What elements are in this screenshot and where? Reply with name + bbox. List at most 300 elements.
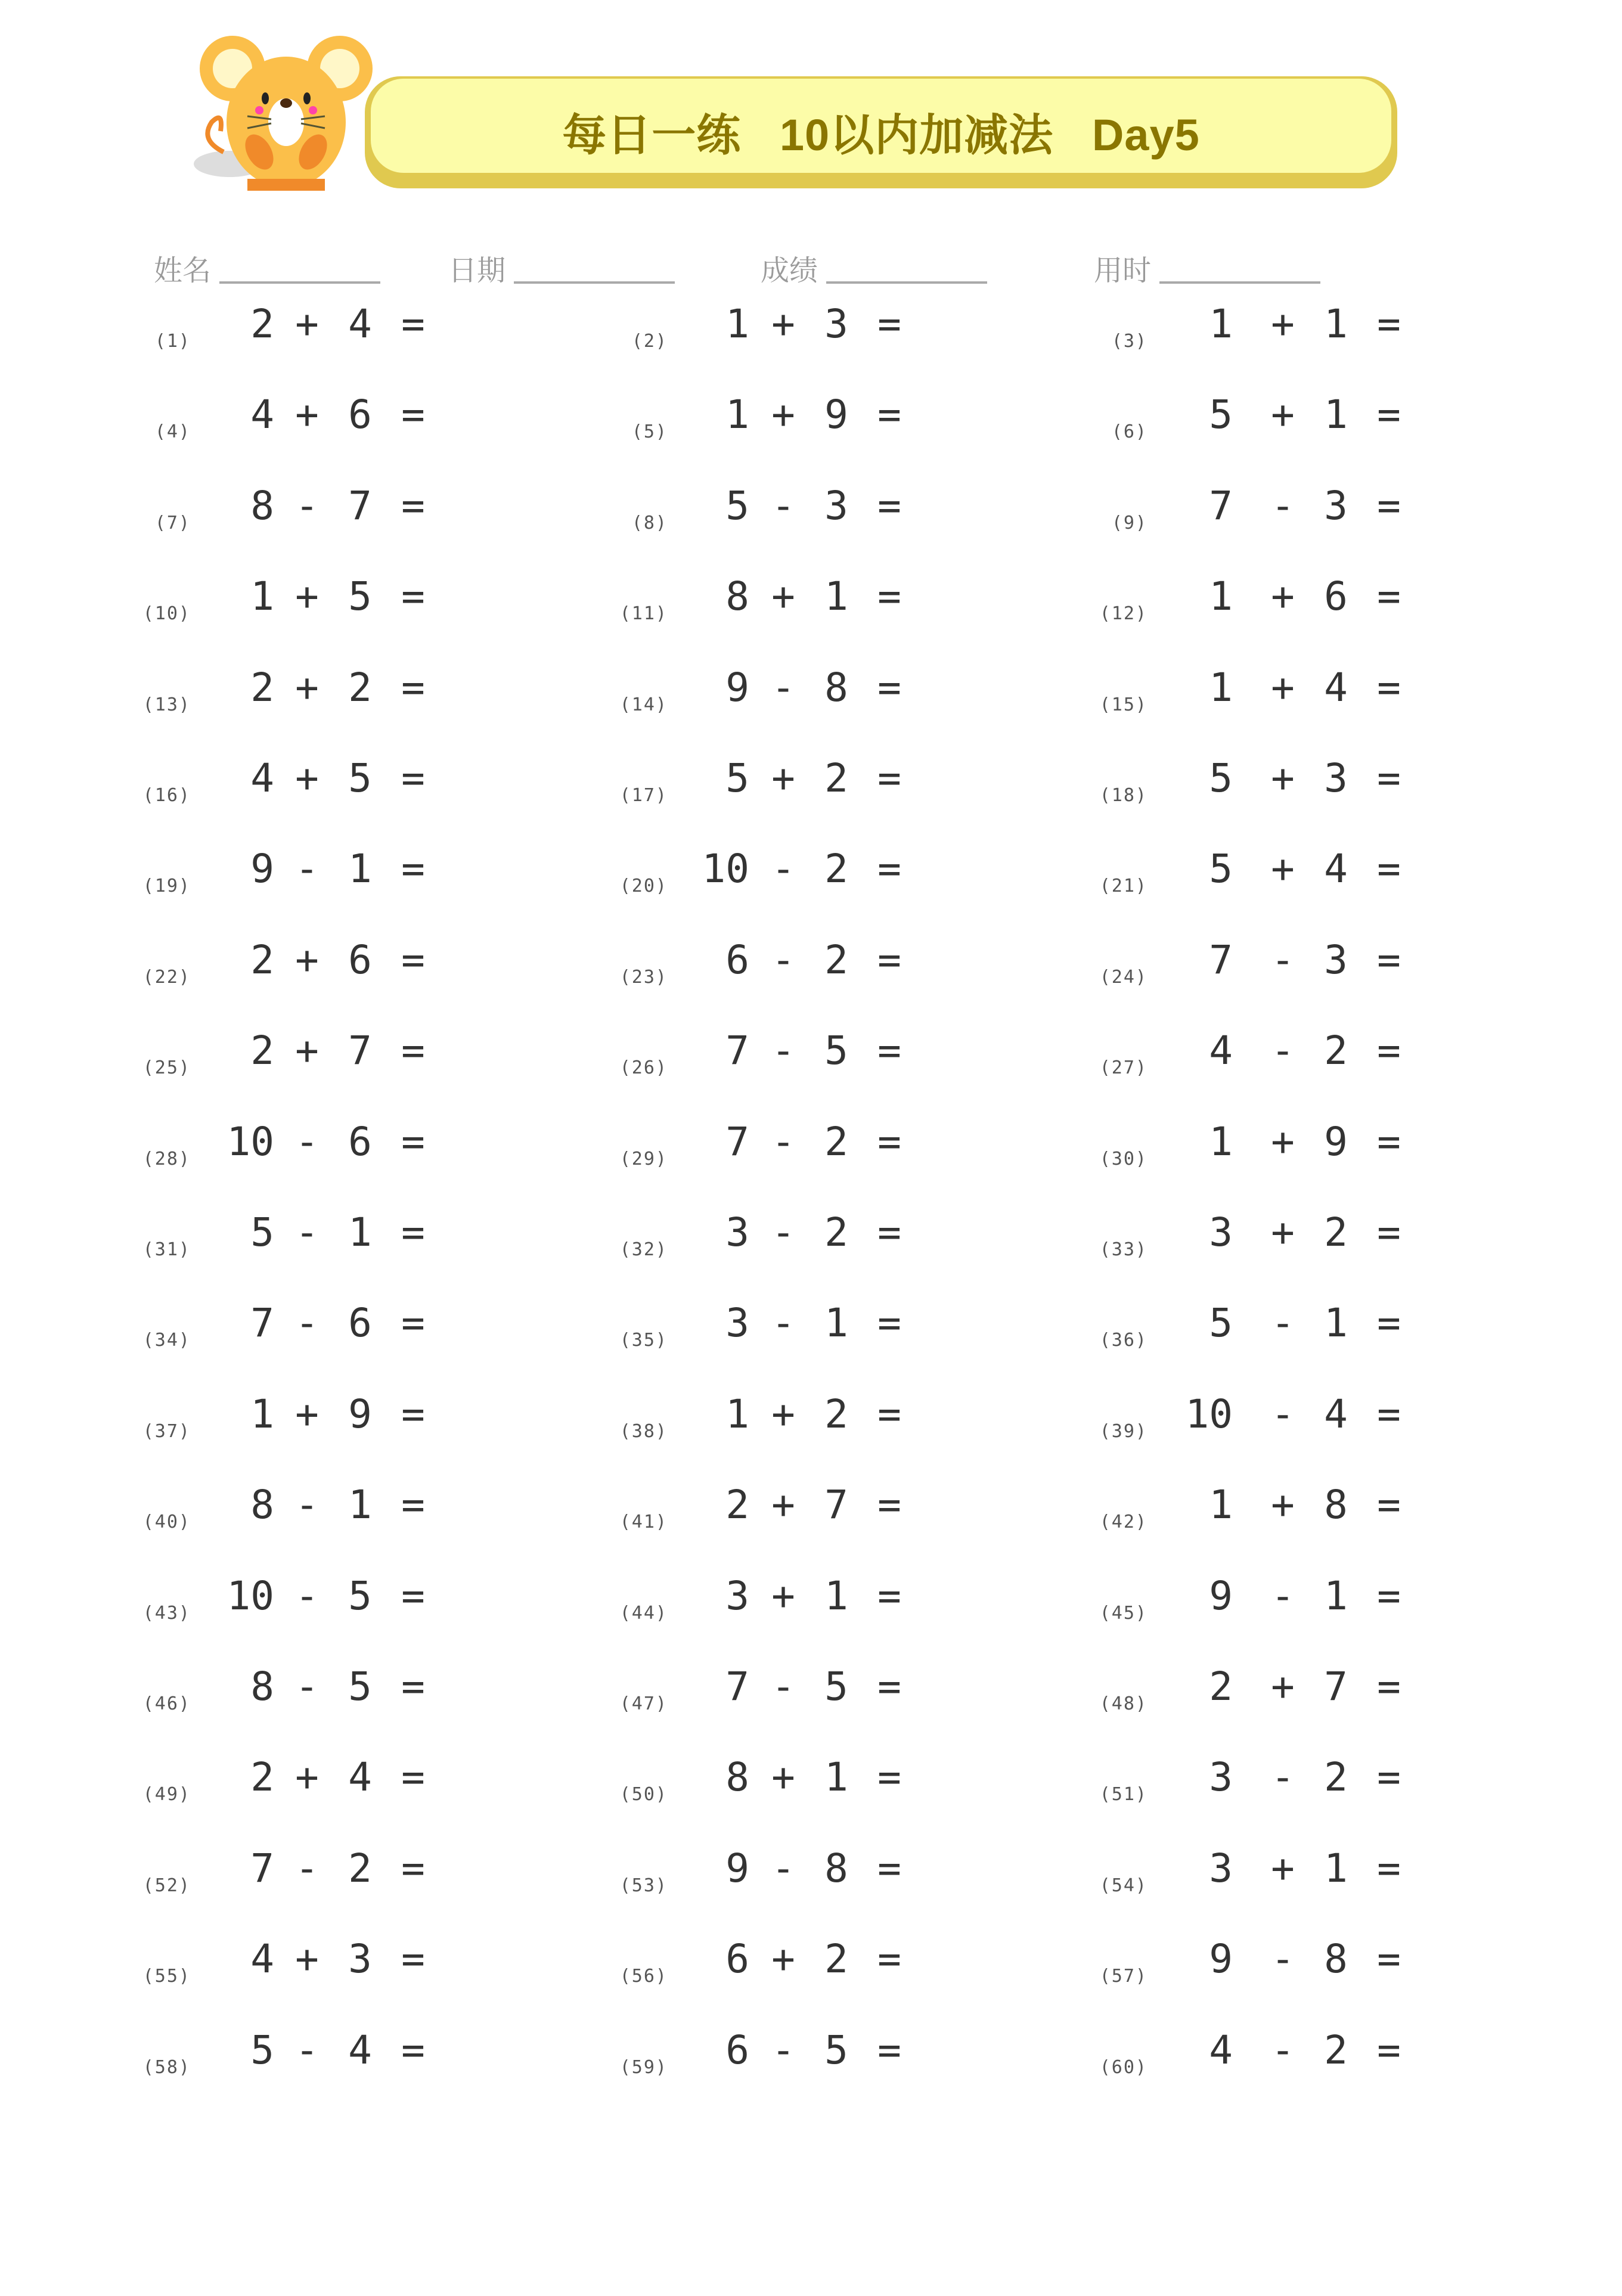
equals-sign: =	[877, 664, 901, 710]
problem-item[interactable]	[131, 392, 608, 451]
operand-b: 1	[1324, 1572, 1348, 1619]
equals-sign: =	[1377, 1664, 1401, 1709]
operator: +	[771, 1572, 795, 1619]
problem-number: (54)	[1099, 1875, 1148, 1896]
problem-item[interactable]	[1088, 1028, 1565, 1087]
operand-b: 8	[824, 664, 848, 710]
operand-a: 6	[725, 936, 749, 983]
operand-a: 3	[1209, 1209, 1233, 1255]
problem-item[interactable]	[608, 1754, 1085, 1814]
equals-sign: =	[401, 1209, 425, 1255]
problem-number: (36)	[1099, 1330, 1148, 1351]
problem-item[interactable]	[131, 1664, 608, 1723]
operand-b: 6	[1324, 573, 1348, 620]
operator: -	[295, 1209, 319, 1255]
problem-number: (55)	[142, 1966, 191, 1987]
problem-number: (48)	[1099, 1693, 1148, 1714]
operand-a: 8	[725, 573, 749, 620]
operand-b: 5	[824, 1028, 848, 1074]
equals-sign: =	[1377, 1936, 1401, 1982]
problem-number: (5)	[631, 421, 668, 443]
problem-number: (17)	[619, 785, 668, 806]
operand-b: 1	[348, 1482, 372, 1528]
problem-item[interactable]	[1088, 1482, 1565, 1541]
problem-item[interactable]	[1088, 483, 1565, 542]
problem-number: (60)	[1099, 2056, 1148, 2078]
operand-a: 5	[1209, 392, 1233, 438]
problem-number: (14)	[619, 694, 668, 715]
operand-a: 7	[725, 1664, 749, 1709]
operand-a: 5	[725, 755, 749, 801]
problem-item[interactable]	[608, 2027, 1085, 2087]
operand-b: 4	[1324, 664, 1348, 710]
operand-a: 7	[1209, 936, 1233, 983]
operand-b: 9	[824, 392, 848, 438]
equals-sign: =	[401, 1754, 425, 1801]
problem-item[interactable]	[1088, 755, 1565, 815]
problem-number: (44)	[619, 1602, 668, 1624]
problem-number: (51)	[1099, 1784, 1148, 1805]
operator: +	[295, 1754, 319, 1801]
problem-number: (1)	[154, 331, 191, 352]
equals-sign: =	[1377, 664, 1401, 710]
operand-b: 2	[348, 1845, 372, 1891]
operator: -	[771, 1028, 795, 1074]
operand-a: 9	[250, 846, 274, 892]
operand-b: 4	[1324, 1391, 1348, 1437]
problem-item[interactable]	[1088, 573, 1565, 633]
operand-a: 10	[227, 1572, 274, 1619]
operator: +	[1271, 755, 1295, 801]
operand-a: 1	[250, 573, 274, 620]
equals-sign: =	[1377, 1482, 1401, 1528]
operator: -	[1271, 1028, 1295, 1074]
operand-a: 8	[250, 1482, 274, 1528]
operator: +	[1271, 846, 1295, 892]
operand-a: 5	[250, 2027, 274, 2073]
operand-a: 9	[1209, 1936, 1233, 1982]
problem-number: (49)	[142, 1784, 191, 1805]
operand-a: 7	[1209, 482, 1233, 529]
operand-b: 2	[824, 936, 848, 983]
operand-a: 3	[725, 1572, 749, 1619]
problem-number: (46)	[142, 1693, 191, 1714]
problem-number: (30)	[1099, 1148, 1148, 1169]
operator: -	[771, 846, 795, 892]
equals-sign: =	[877, 392, 901, 438]
operand-b: 6	[348, 1300, 372, 1346]
equals-sign: =	[877, 1845, 901, 1891]
operand-a: 1	[725, 392, 749, 438]
operator: -	[1271, 482, 1295, 529]
equals-sign: =	[1377, 1391, 1401, 1437]
operator: -	[771, 664, 795, 710]
problem-number: (9)	[1111, 512, 1148, 533]
operator: -	[295, 1664, 319, 1709]
time-field[interactable]	[1094, 247, 1320, 288]
operator: -	[1271, 1300, 1295, 1346]
operand-b: 1	[1324, 1845, 1348, 1891]
equals-sign: =	[1377, 1572, 1401, 1619]
problem-item[interactable]	[608, 1936, 1085, 1996]
operator: -	[295, 846, 319, 892]
operator: +	[1271, 392, 1295, 438]
problem-item[interactable]	[131, 1391, 608, 1451]
problem-number: (6)	[1111, 421, 1148, 443]
operand-a: 1	[1209, 301, 1233, 347]
problem-number: (39)	[1099, 1420, 1148, 1442]
page-title: 每日一练 10以内加减法 Day5	[562, 110, 1200, 160]
operator: +	[1271, 1845, 1295, 1891]
problem-number: (26)	[619, 1057, 668, 1079]
problem-number: (35)	[619, 1330, 668, 1351]
equals-sign: =	[877, 936, 901, 983]
problem-number: (23)	[619, 966, 668, 988]
operand-a: 3	[1209, 1754, 1233, 1801]
equals-sign: =	[877, 846, 901, 892]
problem-number: (57)	[1099, 1966, 1148, 1987]
operand-b: 3	[1324, 755, 1348, 801]
operand-b: 1	[824, 1300, 848, 1346]
operand-b: 7	[824, 1482, 848, 1528]
problem-item[interactable]	[1088, 301, 1565, 361]
operator: +	[295, 755, 319, 801]
problem-number: (38)	[619, 1420, 668, 1442]
operand-b: 5	[348, 1664, 372, 1709]
name-blank[interactable]	[219, 252, 380, 284]
operand-b: 8	[1324, 1482, 1348, 1528]
operand-b: 5	[348, 755, 372, 801]
problem-item[interactable]	[608, 755, 1085, 815]
operand-a: 10	[227, 1118, 274, 1165]
operand-a: 1	[1209, 573, 1233, 620]
problem-number: (20)	[619, 876, 668, 897]
problem-item[interactable]	[131, 2027, 608, 2087]
problem-item[interactable]	[608, 1300, 1085, 1360]
problem-number: (16)	[142, 785, 191, 806]
operand-a: 5	[1209, 755, 1233, 801]
operand-b: 2	[348, 664, 372, 710]
operand-a: 1	[725, 1391, 749, 1437]
operand-b: 8	[824, 1845, 848, 1891]
operator: +	[1271, 664, 1295, 710]
operand-b: 2	[824, 1118, 848, 1165]
operator: -	[1271, 1754, 1295, 1801]
operand-a: 6	[725, 1936, 749, 1982]
operand-b: 3	[1324, 936, 1348, 983]
operator: +	[771, 755, 795, 801]
operand-b: 1	[348, 1209, 372, 1255]
equals-sign: =	[1377, 1845, 1401, 1891]
equals-sign: =	[877, 1028, 901, 1074]
operator: +	[771, 1482, 795, 1528]
equals-sign: =	[1377, 1209, 1401, 1255]
operator: -	[771, 1664, 795, 1709]
problem-item[interactable]	[131, 846, 608, 905]
operand-b: 6	[348, 392, 372, 438]
operand-b: 1	[348, 846, 372, 892]
problem-number: (47)	[619, 1693, 668, 1714]
problem-item[interactable]	[1088, 1573, 1565, 1633]
problem-number: (41)	[619, 1512, 668, 1533]
operator: +	[295, 573, 319, 620]
operator: +	[771, 301, 795, 347]
problem-item[interactable]	[131, 1209, 608, 1269]
problem-item[interactable]	[1088, 846, 1565, 905]
problem-item[interactable]	[131, 665, 608, 724]
problem-item[interactable]	[131, 1482, 608, 1541]
problem-item[interactable]	[1088, 937, 1565, 997]
problem-number: (59)	[619, 2056, 668, 2078]
problem-item[interactable]	[131, 1573, 608, 1633]
problem-item[interactable]	[131, 755, 608, 815]
equals-sign: =	[877, 1300, 901, 1346]
operator: +	[771, 1936, 795, 1982]
equals-sign: =	[401, 1482, 425, 1528]
operand-b: 2	[1324, 1754, 1348, 1801]
problem-item[interactable]	[1088, 1391, 1565, 1451]
equals-sign: =	[401, 2027, 425, 2073]
operator: +	[1271, 1482, 1295, 1528]
problem-item[interactable]	[1088, 1209, 1565, 1269]
operand-b: 4	[1324, 846, 1348, 892]
operand-b: 3	[824, 482, 848, 529]
equals-sign: =	[401, 1391, 425, 1437]
problem-number: (4)	[154, 421, 191, 443]
problem-item[interactable]	[608, 1573, 1085, 1633]
equals-sign: =	[401, 936, 425, 983]
operand-a: 4	[1209, 1028, 1233, 1074]
operator: +	[1271, 301, 1295, 347]
problem-item[interactable]	[608, 665, 1085, 724]
operator: -	[295, 2027, 319, 2073]
problem-item[interactable]	[608, 392, 1085, 451]
problem-item[interactable]	[608, 1209, 1085, 1269]
name-field[interactable]	[154, 247, 380, 288]
operand-b: 8	[1324, 1936, 1348, 1982]
problem-item[interactable]	[608, 1391, 1085, 1451]
equals-sign: =	[877, 1482, 901, 1528]
problem-item[interactable]	[608, 1028, 1085, 1087]
score-field[interactable]	[761, 247, 987, 288]
operator: -	[295, 482, 319, 529]
operator: -	[771, 482, 795, 529]
score-blank[interactable]	[826, 252, 987, 284]
operator: -	[295, 1845, 319, 1891]
operator: -	[295, 1572, 319, 1619]
operand-a: 4	[250, 755, 274, 801]
operator: +	[771, 573, 795, 620]
operand-b: 1	[1324, 1300, 1348, 1346]
equals-sign: =	[401, 573, 425, 620]
equals-sign: =	[877, 573, 901, 620]
equals-sign: =	[1377, 755, 1401, 801]
operand-a: 10	[702, 846, 749, 892]
operand-a: 5	[725, 482, 749, 529]
operand-b: 3	[1324, 482, 1348, 529]
operator: +	[1271, 573, 1295, 620]
operand-b: 4	[348, 1754, 372, 1801]
problem-item[interactable]	[1088, 665, 1565, 724]
problem-item[interactable]	[1088, 1936, 1565, 1996]
problem-item[interactable]	[131, 1754, 608, 1814]
operand-b: 2	[824, 1391, 848, 1437]
operand-a: 1	[1209, 664, 1233, 710]
operand-a: 3	[1209, 1845, 1233, 1891]
problem-item[interactable]	[608, 1664, 1085, 1723]
operator: +	[1271, 1209, 1295, 1255]
equals-sign: =	[1377, 1754, 1401, 1801]
title-banner-face	[371, 79, 1391, 173]
operand-b: 2	[824, 1209, 848, 1255]
equals-sign: =	[1377, 2027, 1401, 2073]
problem-number: (15)	[1099, 694, 1148, 715]
operand-a: 2	[1209, 1664, 1233, 1709]
operator: -	[771, 1845, 795, 1891]
operator: +	[771, 392, 795, 438]
problem-item[interactable]	[608, 573, 1085, 633]
equals-sign: =	[401, 1300, 425, 1346]
mouse-mascot-icon	[188, 33, 390, 191]
problem-number: (13)	[142, 694, 191, 715]
problem-item[interactable]	[608, 1119, 1085, 1178]
problem-number: (7)	[154, 512, 191, 533]
operand-a: 10	[1185, 1391, 1233, 1437]
operand-a: 2	[250, 1754, 274, 1801]
problem-number: (11)	[619, 603, 668, 625]
operator: -	[1271, 2027, 1295, 2073]
problem-number: (42)	[1099, 1512, 1148, 1533]
problem-item[interactable]	[131, 1028, 608, 1087]
operand-a: 4	[250, 1936, 274, 1982]
time-blank[interactable]	[1159, 252, 1320, 284]
problem-number: (8)	[631, 512, 668, 533]
operand-b: 5	[824, 2027, 848, 2073]
problem-number: (21)	[1099, 876, 1148, 897]
equals-sign: =	[401, 1572, 425, 1619]
operand-b: 5	[824, 1664, 848, 1709]
equals-sign: =	[1377, 573, 1401, 620]
problem-item[interactable]	[1088, 2027, 1565, 2087]
operand-b: 7	[1324, 1664, 1348, 1709]
problem-number: (58)	[142, 2056, 191, 2078]
problem-item[interactable]	[1088, 1754, 1565, 1814]
operand-a: 3	[725, 1300, 749, 1346]
equals-sign: =	[877, 755, 901, 801]
operand-a: 8	[250, 482, 274, 529]
problem-item[interactable]	[1088, 1845, 1565, 1905]
date-label: 日期	[448, 254, 506, 287]
problem-number: (40)	[142, 1512, 191, 1533]
operator: +	[771, 1754, 795, 1801]
operator: -	[295, 1482, 319, 1528]
problem-item[interactable]	[1088, 1119, 1565, 1178]
problem-item[interactable]	[608, 1482, 1085, 1541]
problem-item[interactable]	[1088, 1300, 1565, 1360]
problem-item[interactable]	[131, 1845, 608, 1905]
equals-sign: =	[877, 1391, 901, 1437]
operator: +	[295, 664, 319, 710]
operand-a: 9	[725, 664, 749, 710]
problem-number: (43)	[142, 1602, 191, 1624]
operator: +	[771, 1391, 795, 1437]
problem-number: (53)	[619, 1875, 668, 1896]
operand-a: 1	[1209, 1482, 1233, 1528]
problem-item[interactable]	[131, 1119, 608, 1178]
operand-b: 7	[348, 1028, 372, 1074]
problem-item[interactable]	[1088, 1664, 1565, 1723]
equals-sign: =	[1377, 482, 1401, 529]
equals-sign: =	[1377, 846, 1401, 892]
operand-a: 6	[725, 2027, 749, 2073]
problem-item[interactable]	[608, 846, 1085, 905]
equals-sign: =	[877, 2027, 901, 2073]
equals-sign: =	[401, 1118, 425, 1165]
operand-a: 5	[1209, 1300, 1233, 1346]
operand-a: 2	[725, 1482, 749, 1528]
operand-a: 1	[1209, 1118, 1233, 1165]
operand-a: 7	[725, 1118, 749, 1165]
problem-item[interactable]	[131, 301, 608, 361]
operator: -	[771, 1300, 795, 1346]
problem-number: (22)	[142, 966, 191, 988]
problem-item[interactable]	[131, 483, 608, 542]
problem-item[interactable]	[608, 937, 1085, 997]
operand-b: 2	[1324, 1028, 1348, 1074]
equals-sign: =	[1377, 392, 1401, 438]
operand-b: 2	[824, 755, 848, 801]
date-field[interactable]	[448, 247, 675, 288]
problem-item[interactable]	[608, 1845, 1085, 1905]
problem-number: (37)	[142, 1420, 191, 1442]
operand-a: 2	[250, 1028, 274, 1074]
score-label: 成绩	[761, 254, 818, 287]
problem-item[interactable]	[1088, 392, 1565, 451]
operand-b: 4	[348, 301, 372, 347]
problem-number: (12)	[1099, 603, 1148, 625]
equals-sign: =	[877, 301, 901, 347]
equals-sign: =	[401, 1664, 425, 1709]
operand-b: 4	[348, 2027, 372, 2073]
name-label: 姓名	[154, 254, 212, 287]
operator: -	[295, 1118, 319, 1165]
operator: +	[295, 301, 319, 347]
equals-sign: =	[877, 482, 901, 529]
operand-a: 7	[250, 1300, 274, 1346]
equals-sign: =	[401, 1936, 425, 1982]
title-banner	[365, 76, 1397, 188]
operator: -	[1271, 1936, 1295, 1982]
problem-item[interactable]	[608, 483, 1085, 542]
problem-item[interactable]	[608, 301, 1085, 361]
operand-b: 3	[348, 1936, 372, 1982]
operand-a: 2	[250, 664, 274, 710]
problem-item[interactable]	[131, 1300, 608, 1360]
problem-item[interactable]	[131, 1936, 608, 1996]
operand-a: 8	[250, 1664, 274, 1709]
operand-a: 9	[1209, 1572, 1233, 1619]
operator: -	[295, 1300, 319, 1346]
problem-item[interactable]	[131, 573, 608, 633]
equals-sign: =	[877, 1754, 901, 1801]
operator: -	[771, 1209, 795, 1255]
problem-number: (50)	[619, 1784, 668, 1805]
problem-item[interactable]	[131, 937, 608, 997]
date-blank[interactable]	[514, 252, 675, 284]
operand-b: 7	[348, 482, 372, 529]
equals-sign: =	[877, 1936, 901, 1982]
equals-sign: =	[401, 1845, 425, 1891]
